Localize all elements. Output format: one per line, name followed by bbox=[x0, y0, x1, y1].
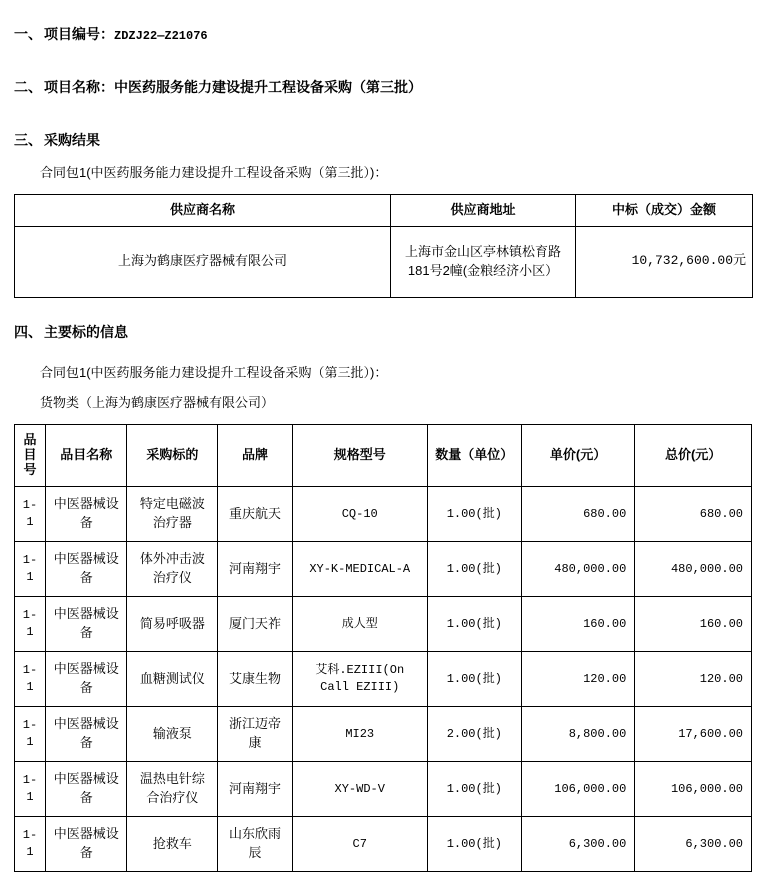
items-header-purchase-target: 采购标的 bbox=[127, 425, 218, 487]
items-cell-total-price: 480,000.00 bbox=[635, 542, 752, 597]
items-cell-total-price: 120.00 bbox=[635, 652, 752, 707]
table-row bbox=[15, 817, 752, 872]
items-cell-quantity: 1.00(批) bbox=[427, 652, 521, 707]
items-cell-spec-model: CQ-10 bbox=[292, 487, 427, 542]
items-cell-total-price: 6,300.00 bbox=[635, 817, 752, 872]
items-cell-spec-model: 成人型 bbox=[292, 597, 427, 652]
section-main-items-number: 四、 bbox=[14, 323, 42, 340]
section-project-name bbox=[14, 69, 754, 105]
items-cell-item-name: 中医器械设备 bbox=[45, 542, 127, 597]
section-project-name-number: 二、 bbox=[14, 79, 42, 96]
table-row bbox=[15, 487, 752, 542]
table-row bbox=[15, 542, 752, 597]
section-result bbox=[14, 122, 754, 158]
items-cell-purchase-target: 输液泵 bbox=[127, 707, 218, 762]
main-items-package-line: 合同包1(中医药服务能力建设提升工程设备采购（第三批）)： bbox=[40, 365, 388, 381]
items-cell-unit-price: 160.00 bbox=[521, 597, 635, 652]
items-cell-purchase-target: 体外冲击波治疗仪 bbox=[127, 542, 218, 597]
items-cell-spec-model: 艾科.EZIII(On Call EZIII) bbox=[292, 652, 427, 707]
section-main-items bbox=[14, 314, 754, 350]
items-cell-item-no: 1-1 bbox=[15, 487, 46, 542]
items-cell-item-no: 1-1 bbox=[15, 817, 46, 872]
result-header-supplier-name: 供应商名称 bbox=[15, 195, 391, 227]
items-cell-spec-model: XY-K-MEDICAL-A bbox=[292, 542, 427, 597]
main-items-category-line: 货物类（上海为鹤康医疗器械有限公司） bbox=[40, 395, 275, 411]
items-cell-unit-price: 680.00 bbox=[521, 487, 635, 542]
items-cell-brand: 河南翔宇 bbox=[218, 542, 292, 597]
section-main-items-label: 主要标的信息 bbox=[44, 323, 128, 340]
items-cell-brand: 重庆航天 bbox=[218, 487, 292, 542]
table-row bbox=[15, 762, 752, 817]
items-cell-item-name: 中医器械设备 bbox=[45, 487, 127, 542]
items-cell-unit-price: 106,000.00 bbox=[521, 762, 635, 817]
result-table-header-row bbox=[15, 195, 753, 227]
items-cell-quantity: 2.00(批) bbox=[427, 707, 521, 762]
items-header-total-price: 总价(元） bbox=[635, 425, 752, 487]
items-table-body bbox=[15, 487, 752, 872]
items-header-unit-price: 单价(元） bbox=[521, 425, 635, 487]
items-cell-spec-model: C7 bbox=[292, 817, 427, 872]
items-cell-total-price: 106,000.00 bbox=[635, 762, 752, 817]
table-row bbox=[15, 597, 752, 652]
items-cell-item-name: 中医器械设备 bbox=[45, 707, 127, 762]
items-cell-total-price: 17,600.00 bbox=[635, 707, 752, 762]
result-table bbox=[14, 194, 753, 298]
section-project-no-number: 一、 bbox=[14, 26, 42, 42]
items-header-spec-model: 规格型号 bbox=[292, 425, 427, 487]
items-table bbox=[14, 424, 752, 872]
section-project-no-label: 项目编号： bbox=[44, 26, 114, 42]
section-result-number: 三、 bbox=[14, 131, 42, 148]
result-cell-amount: 10,732,600.00元 bbox=[576, 226, 753, 297]
table-row bbox=[15, 226, 753, 297]
items-cell-brand: 艾康生物 bbox=[218, 652, 292, 707]
items-cell-brand: 厦门天祚 bbox=[218, 597, 292, 652]
items-cell-item-no: 1-1 bbox=[15, 707, 46, 762]
items-cell-purchase-target: 特定电磁波治疗器 bbox=[127, 487, 218, 542]
items-cell-unit-price: 8,800.00 bbox=[521, 707, 635, 762]
items-header-item-no: 品目号 bbox=[15, 425, 46, 487]
items-cell-item-no: 1-1 bbox=[15, 652, 46, 707]
items-cell-purchase-target: 血糖测试仪 bbox=[127, 652, 218, 707]
items-cell-brand: 山东欣雨辰 bbox=[218, 817, 292, 872]
result-package-line: 合同包1(中医药服务能力建设提升工程设备采购（第三批）)： bbox=[40, 164, 388, 180]
items-cell-purchase-target: 温热电针综合治疗仪 bbox=[127, 762, 218, 817]
items-header-quantity: 数量（单位） bbox=[427, 425, 521, 487]
items-cell-unit-price: 120.00 bbox=[521, 652, 635, 707]
result-cell-supplier-name: 上海为鹤康医疗器械有限公司 bbox=[15, 226, 391, 297]
items-cell-quantity: 1.00(批) bbox=[427, 597, 521, 652]
items-cell-item-name: 中医器械设备 bbox=[45, 652, 127, 707]
items-cell-item-no: 1-1 bbox=[15, 762, 46, 817]
items-cell-total-price: 160.00 bbox=[635, 597, 752, 652]
project-no-value: ZDZJ22—Z21076 bbox=[114, 29, 208, 43]
project-name-value: 中医药服务能力建设提升工程设备采购（第三批） bbox=[114, 79, 422, 96]
items-cell-quantity: 1.00(批) bbox=[427, 762, 521, 817]
items-cell-spec-model: MI23 bbox=[292, 707, 427, 762]
section-result-label: 采购结果 bbox=[44, 131, 100, 148]
result-header-amount: 中标（成交）金额 bbox=[576, 195, 753, 227]
items-table-header-row bbox=[15, 425, 752, 487]
items-cell-item-name: 中医器械设备 bbox=[45, 817, 127, 872]
section-project-name-label: 项目名称： bbox=[44, 79, 114, 96]
items-cell-unit-price: 6,300.00 bbox=[521, 817, 635, 872]
items-cell-purchase-target: 简易呼吸器 bbox=[127, 597, 218, 652]
items-cell-quantity: 1.00(批) bbox=[427, 542, 521, 597]
table-row bbox=[15, 707, 752, 762]
items-cell-unit-price: 480,000.00 bbox=[521, 542, 635, 597]
items-cell-item-name: 中医器械设备 bbox=[45, 597, 127, 652]
result-header-supplier-address: 供应商地址 bbox=[391, 195, 576, 227]
items-cell-purchase-target: 抢救车 bbox=[127, 817, 218, 872]
items-header-item-name: 品目名称 bbox=[45, 425, 127, 487]
items-cell-brand: 河南翔宇 bbox=[218, 762, 292, 817]
items-header-brand: 品牌 bbox=[218, 425, 292, 487]
table-row bbox=[15, 652, 752, 707]
section-project-no bbox=[14, 16, 754, 53]
items-cell-quantity: 1.00(批) bbox=[427, 817, 521, 872]
result-cell-supplier-address: 上海市金山区亭林镇松育路181号2幢(金粮经济小区） bbox=[391, 226, 576, 297]
items-cell-item-name: 中医器械设备 bbox=[45, 762, 127, 817]
items-cell-brand: 浙江迈帝康 bbox=[218, 707, 292, 762]
items-cell-total-price: 680.00 bbox=[635, 487, 752, 542]
items-cell-item-no: 1-1 bbox=[15, 597, 46, 652]
items-cell-item-no: 1-1 bbox=[15, 542, 46, 597]
items-cell-quantity: 1.00(批) bbox=[427, 487, 521, 542]
items-cell-spec-model: XY-WD-V bbox=[292, 762, 427, 817]
